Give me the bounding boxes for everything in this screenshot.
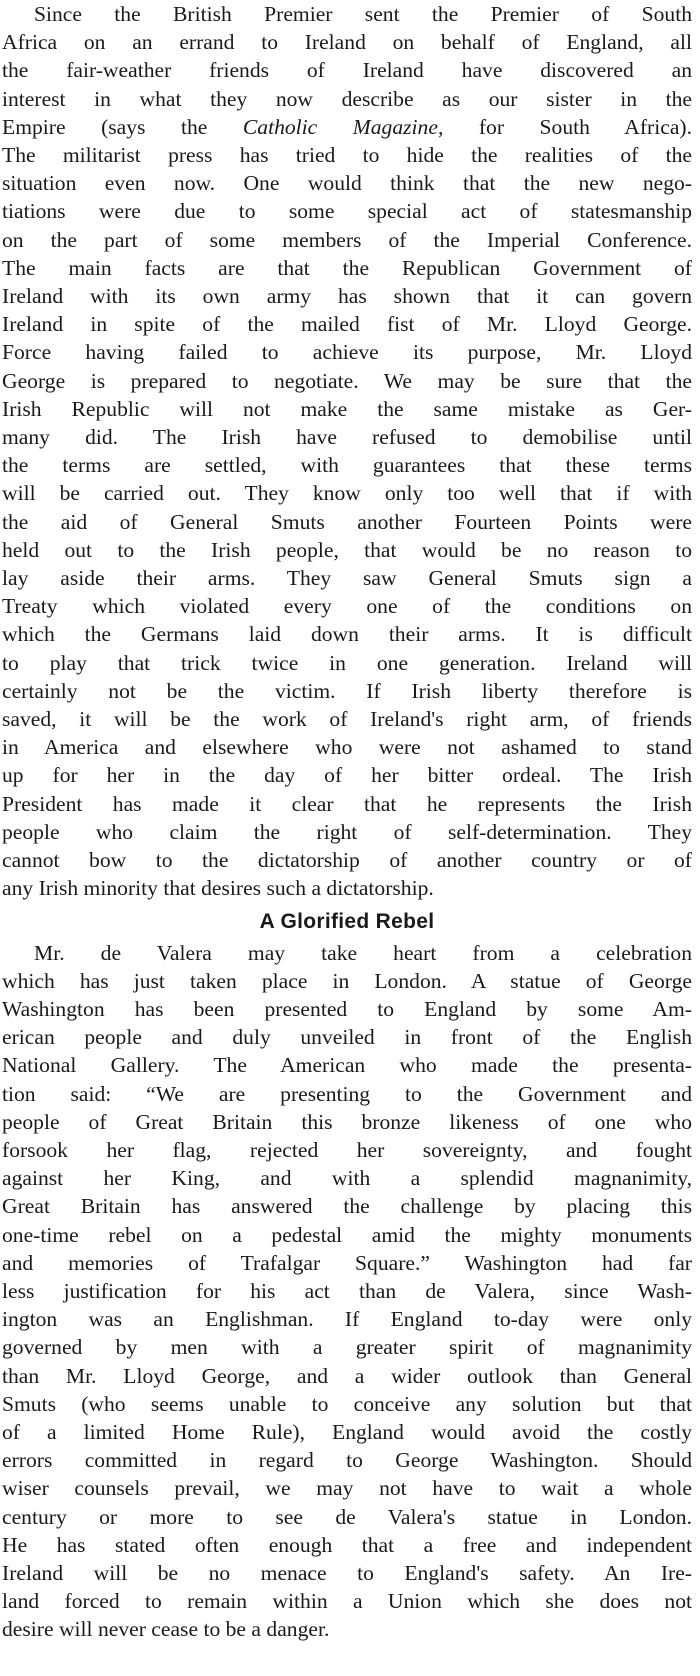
- text-line: George is prepared to negotiate. We may be sure that the: [2, 368, 692, 393]
- text-line: held out to the Irish people, that would be no reason to: [2, 537, 692, 562]
- text-line: Ireland will be no menace to England's safety. An Ire-: [2, 1560, 692, 1585]
- article-paragraph-1: [2, 0, 692, 903]
- text-line: against her King, and with a splendid magnanimity,: [2, 1166, 692, 1191]
- text-line: the fair-weather friends of Ireland have discovered an: [2, 58, 692, 83]
- text-line: than Mr. Lloyd George, and a wider outlook than General: [2, 1363, 692, 1388]
- text-line: Since the British Premier sent the Premier of South: [34, 2, 692, 26]
- text-line: Ireland with its own army has shown that it can govern: [2, 284, 692, 309]
- text-line: lay aside their arms. They saw General Smuts sign a: [2, 566, 692, 591]
- text-line: ington was an Englishman. If England to-day were only: [2, 1307, 692, 1332]
- text-line: Great Britain has answered the challenge by placing this: [2, 1194, 692, 1219]
- text-line: any Irish minority that desires such a dictatorship.: [2, 876, 434, 901]
- section-heading: A Glorified Rebel: [259, 909, 435, 933]
- text-line: to play that trick twice in one generation. Ireland will: [2, 650, 692, 675]
- text-line: the terms are settled, with guarantees that these terms: [2, 453, 692, 478]
- text-line: desire will never cease to be a danger.: [2, 1617, 330, 1642]
- text-line: Smuts (who seems unable to conceive any solution but that: [2, 1391, 692, 1416]
- text-line: tion said: “We are presenting to the Government and: [2, 1081, 692, 1106]
- text-line: of a limited Home Rule), England would avoid the costly: [2, 1419, 692, 1444]
- text-line: Washington has been presented to England by some Am-: [2, 996, 692, 1021]
- text-line: situation even now. One would think that the new nego-: [2, 171, 692, 196]
- text-line: certainly not be the victim. If Irish liberty therefore is: [2, 678, 692, 703]
- text-line: people of Great Britain this bronze likeness of one who: [2, 1109, 692, 1134]
- text-line: century or more to see de Valera's statue in London.: [2, 1504, 692, 1529]
- text-line: Empire (says the Catholic Magazine, for South Africa).: [2, 114, 693, 139]
- text-line: tiations were due to some special act of statesmanship: [2, 199, 692, 224]
- text-line: forsook her flag, rejected her sovereignty, and fought: [2, 1137, 692, 1162]
- text-line: governed by men with a greater spirit of magnanimity: [2, 1335, 692, 1360]
- publication-title: Catholic Magazine: [242, 114, 438, 139]
- text-line: people who claim the right of self-determination. They: [2, 819, 692, 844]
- text-line: will be carried out. They know only too well that if with: [2, 481, 692, 506]
- text-line: on the part of some members of the Imperial Conference.: [2, 227, 692, 252]
- text-line: in America and elsewhere who were not ashamed to stand: [2, 735, 692, 760]
- text-line: Irish Republic will not make the same mistake as Ger-: [2, 396, 692, 421]
- text-line: which the Germans laid down their arms. It is difficult: [2, 622, 692, 647]
- article-paragraph-2: [2, 939, 692, 1644]
- text-line: Mr. de Valera may take heart from a celebration: [34, 940, 692, 965]
- text-line: The main facts are that the Republican Government of: [2, 255, 692, 280]
- text-line: interest in what they now describe as our sister in the: [2, 86, 692, 111]
- text-line: President has made it clear that he represents the Irish: [2, 791, 692, 816]
- text-line: the aid of General Smuts another Fourteen Points were: [2, 509, 692, 534]
- text-line: He has stated often enough that a free and independent: [2, 1532, 692, 1557]
- text-line: errors committed in regard to George Washington. Should: [2, 1448, 692, 1473]
- text-line: Africa on an errand to Ireland on behalf of England, all: [2, 30, 692, 55]
- text-line: which has just taken place in London. A statue of George: [2, 968, 692, 993]
- text-line: wiser counsels prevail, we may not have to wait a whole: [2, 1476, 692, 1501]
- text-line: Ireland in spite of the mailed fist of Mr. Lloyd George.: [2, 312, 692, 337]
- text-line: many did. The Irish have refused to demobilise until: [2, 425, 692, 450]
- text-line: erican people and duly unveiled in front of the English: [2, 1025, 692, 1050]
- text-line: Force having failed to achieve its purpose, Mr. Lloyd: [2, 340, 692, 365]
- text-line: one-time rebel on a pedestal amid the mighty monuments: [2, 1222, 692, 1247]
- text-line: less justification for his act than de Valera, since Wash-: [2, 1278, 692, 1303]
- text-line: land forced to remain within a Union which she does not: [2, 1589, 692, 1614]
- text-line: up for her in the day of her bitter ordeal. The Irish: [2, 763, 692, 788]
- text-line: and memories of Trafalgar Square.” Washington had far: [2, 1250, 692, 1275]
- text-line: Treaty which violated every one of the conditions on: [2, 594, 692, 619]
- text-line: saved, it will be the work of Ireland's right arm, of friends: [2, 707, 692, 732]
- text-line: The militarist press has tried to hide the realities of the: [2, 143, 692, 168]
- text-line: cannot bow to the dictatorship of another country or of: [2, 848, 692, 873]
- text-line: National Gallery. The American who made the presenta-: [2, 1053, 692, 1078]
